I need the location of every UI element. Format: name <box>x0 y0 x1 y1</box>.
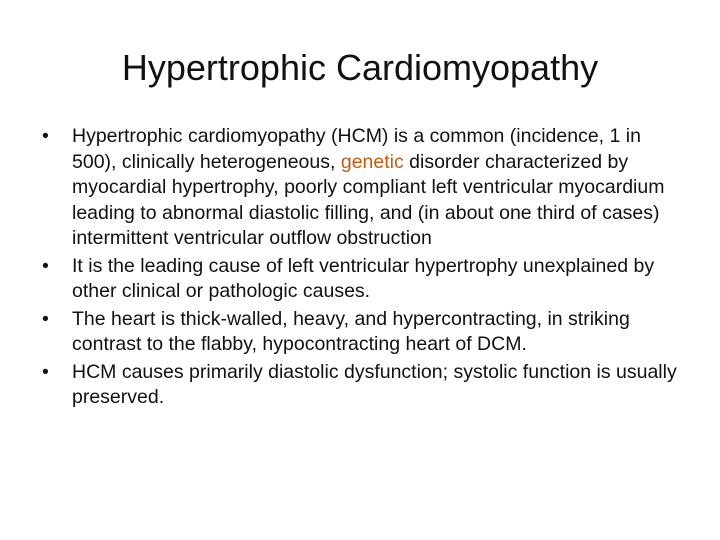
bullet-dot: • <box>42 254 49 277</box>
bullet-text: It is the leading cause of left ventricular hypertrophy unexplained by other clinical or pathologic causes. <box>72 254 655 302</box>
bullet-text: The heart is thick-walled, heavy, and hypercontracting, in striking contrast to the flabby, hypocontracting heart of DCM. <box>72 307 630 355</box>
bullet-dot: • <box>42 307 49 330</box>
slide-title: Hypertrophic Cardiomyopathy <box>121 47 599 88</box>
bullet-dot: • <box>42 125 49 147</box>
bullet-list <box>36 124 686 413</box>
bullet-text-part: disorder characterized by myocardial hypertrophy, poorly compliant left ventricular myocardium leading to abnormal diastolic filling, and (in about one third of cases) intermittent ventricular outflow obstruction <box>72 150 665 249</box>
bullet-item-2 <box>36 254 686 305</box>
bullet-text-part: Hypertrophic cardiomyopathy (HCM) is a common (incidence, 1 in 500), clinically heterogeneous, <box>72 125 641 173</box>
bullet-item-4 <box>36 360 686 411</box>
bullet-dot: • <box>42 360 49 383</box>
bullet-text: HCM causes primarily diastolic dysfunction; systolic function is usually preserved. <box>72 360 677 408</box>
bullet-item-1 <box>36 124 686 252</box>
bullet-item-3 <box>36 307 686 358</box>
highlight-genetic: genetic <box>340 150 404 173</box>
